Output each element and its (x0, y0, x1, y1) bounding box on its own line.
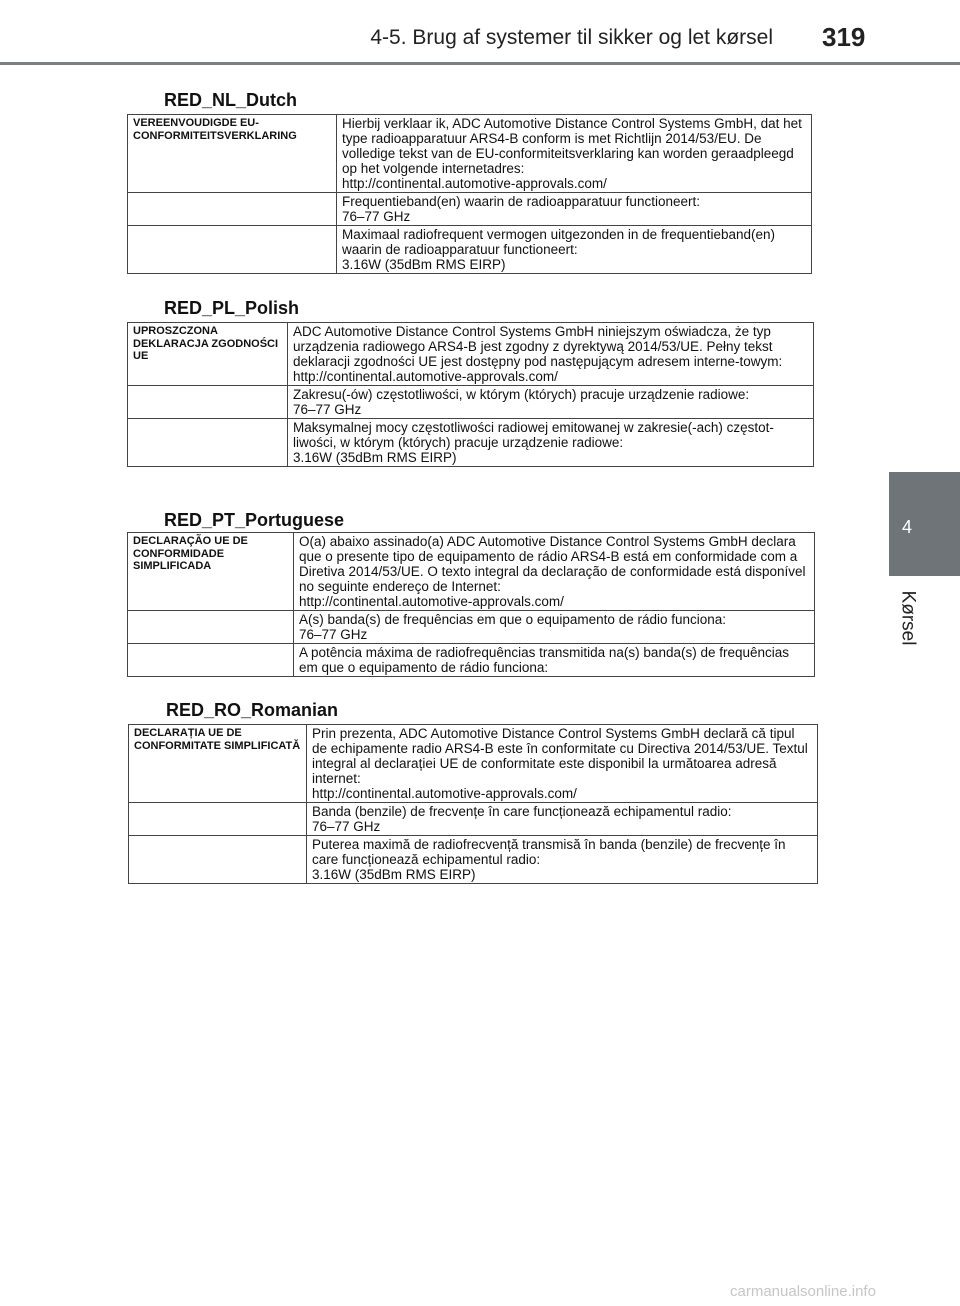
empty-cell (128, 419, 288, 467)
declaration-label: DECLARAȚIA UE DE CONFORMITATE SIMPLIFICATĂ (129, 725, 307, 803)
empty-cell (128, 611, 294, 644)
declaration-text (307, 725, 818, 803)
empty-cell (128, 386, 288, 419)
declaration-text (294, 533, 815, 611)
frequency-band-text (294, 611, 815, 644)
watermark: carmanualsonline.info (730, 1283, 876, 1300)
empty-cell (129, 836, 307, 884)
section-heading-portuguese: RED_PT_Portuguese (164, 510, 345, 530)
empty-cell (128, 644, 294, 677)
page-number: 319 (822, 22, 866, 52)
table-row (128, 611, 815, 644)
max-power-content: Puterea maximă de radiofrecvență transmisă în banda (benzile) de frecvențe în care funcționează echipamentul radio: 3.16W (35dBm RMS EIRP) (312, 837, 786, 882)
table-row (128, 533, 815, 611)
empty-cell (128, 193, 337, 226)
declaration-text-content: O(a) abaixo assinado(a) ADC Automotive Distance Control Systems GmbH declara que o presente tipo de equipamento de rádio ARS4-B está em conformidade com a Diretiva 2014/53/UE. O texto integral da declaração de conformidade está disponível no seguinte endereço de Internet: http://continental.automotive-approvals.com/ (299, 534, 806, 609)
frequency-band-content: A(s) banda(s) de frequências em que o equipamento de rádio funciona: 76–77 GHz (299, 612, 727, 642)
declaration-text-content: Prin prezenta, ADC Automotive Distance Control Systems GmbH declară că tipul de echipamente radio ARS4-B este în conformitate cu Directiva 2014/53/UE. Textul integral al declarației UE de conformitate este disponibil la următoarea adresă internet: http://continental.automotive-approvals.com/ (312, 726, 808, 801)
max-power-text (294, 644, 815, 677)
chapter-number: 4 (901, 517, 912, 537)
max-power-content: A potência máxima de radiofrequências transmitida na(s) banda(s) de frequências em que o equipamento de rádio funciona: (299, 645, 790, 675)
frequency-band-content: Banda (benzile) de frecvențe în care funcționează echipamentul radio: 76–77 GHz (312, 804, 732, 834)
chapter-label-text: Kørsel (897, 590, 918, 646)
table-row (128, 115, 812, 193)
table-row (128, 323, 814, 386)
declaration-label: UPROSZCZONA DEKLARACJA ZGODNOŚCI UE (128, 323, 288, 386)
frequency-band-content: Frequentieband(en) waarin de radioapparatuur functioneert: 76–77 GHz (342, 194, 700, 224)
chapter-label (893, 588, 921, 648)
declaration-text (337, 115, 812, 193)
max-power-content: Maximaal radiofrequent vermogen uitgezonden in de frequentieband(en) waarin de radioapparatuur functioneert: 3.16W (35dBm RMS EIRP) (342, 227, 776, 272)
section-heading-polish: RED_PL_Polish (164, 298, 300, 318)
header-divider (0, 62, 960, 65)
declaration-text (288, 323, 814, 386)
frequency-band-content: Zakresu(-ów) częstotliwości, w którym (których) pracuje urządzenie radiowe: 76–77 GHz (293, 387, 750, 417)
declaration-table-dutch (127, 114, 812, 274)
frequency-band-text (288, 386, 814, 419)
declaration-label: VEREENVOUDIGDE EU-CONFORMITEITSVERKLARING (128, 115, 337, 193)
table-row (129, 725, 818, 803)
table-row (128, 644, 815, 677)
empty-cell (128, 226, 337, 274)
table-row (129, 836, 818, 884)
section-heading-dutch: RED_NL_Dutch (164, 90, 298, 110)
declaration-table-polish (127, 322, 814, 467)
empty-cell (129, 803, 307, 836)
table-row (128, 193, 812, 226)
max-power-text (307, 836, 818, 884)
declaration-text-content: ADC Automotive Distance Control Systems GmbH niniejszym oświadcza, że typ urządzenia radiowego ARS4-B jest zgodny z dyrektywą 2014/53/UE. Pełny tekst deklaracji zgodności UE jest dostępny pod następującym adresem interne-towym: http://continental.automotive-approvals.com/ (293, 324, 783, 384)
declaration-table-romanian (128, 724, 818, 884)
header-title: 4-5. Brug af systemer til sikker og let kørsel (370, 26, 773, 49)
section-heading-romanian: RED_RO_Romanian (166, 700, 339, 720)
declaration-label: DECLARAÇÃO UE DE CONFORMIDADE SIMPLIFICADA (128, 533, 294, 611)
declaration-text-content: Hierbij verklaar ik, ADC Automotive Distance Control Systems GmbH, dat het type radioapparatuur ARS4-B conform is met Richtlijn 2014/53/EU. De volledige tekst van de EU-conformiteitsverklaring kan worden geraadpleegd op het volgende internetadres: http://continental.automotive-approvals.com/ (342, 116, 802, 191)
table-row (128, 419, 814, 467)
table-row (128, 386, 814, 419)
max-power-text (337, 226, 812, 274)
table-row (128, 226, 812, 274)
frequency-band-text (307, 803, 818, 836)
frequency-band-text (337, 193, 812, 226)
max-power-content: Maksymalnej mocy częstotliwości radiowej emitowanej w zakresie(-ach) częstot-liwości, w którym (których) pracuje urządzenie radiowe: 3.16W (35dBm RMS EIRP) (293, 420, 774, 465)
max-power-text (288, 419, 814, 467)
table-row (129, 803, 818, 836)
declaration-table-portuguese (127, 532, 815, 677)
